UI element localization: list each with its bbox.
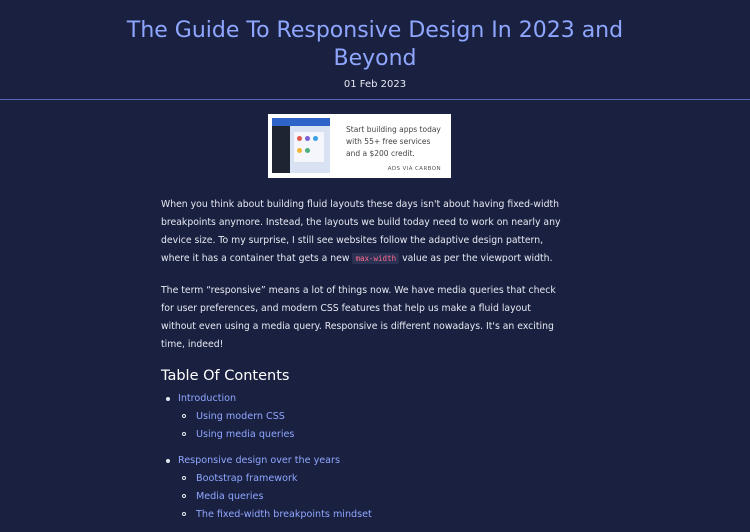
article-title: The Guide To Responsive Design In 2023 and Beyond: [126, 18, 624, 71]
ad-image[interactable]: [272, 118, 330, 173]
toc-link-bootstrap-framework[interactable]: Bootstrap framework: [196, 473, 298, 484]
hollow-bullet-icon: [182, 414, 186, 418]
toc-link-fixed-width-breakpoints-mindset[interactable]: The fixed-width breakpoints mindset: [196, 509, 372, 520]
toc-subitem: [178, 506, 561, 524]
bullet-icon: [166, 397, 170, 401]
hollow-bullet-icon: [182, 476, 186, 480]
header-divider: [0, 99, 750, 100]
toc-subitem: [178, 470, 561, 488]
toc-link-using-modern-css[interactable]: Using modern CSS: [196, 411, 285, 422]
toc-link-responsive-design-over-the-years[interactable]: Responsive design over the years: [178, 455, 340, 466]
article-date: 01 Feb 2023: [343, 79, 407, 90]
toc-list: [161, 390, 561, 524]
paragraph-responsive: The term “responsive” means a lot of things now. We have media queries that check for user preferences, and modern CSS features that help us make a fluid layout without even using a media query. Responsive is different nowadays. It's an exciting time, indeed!: [161, 285, 556, 350]
bullet-icon: [166, 459, 170, 463]
article-body: [161, 196, 561, 532]
ad-via-carbon[interactable]: ADS VIA CARBON: [387, 166, 441, 172]
paragraph-intro-tail: value as per the viewport width.: [399, 253, 553, 264]
hollow-bullet-icon: [182, 432, 186, 436]
toc-subitem: [178, 488, 561, 506]
hollow-bullet-icon: [182, 494, 186, 498]
paragraph-intro-text: When you think about building fluid layouts these days isn't about having fixed-width breakpoints anymore. Instead, the layouts we build today need to work on nearly any device size. To my surprise, I still see websites follow the adaptive design pattern, where it has a container that gets a new: [161, 199, 561, 264]
toc-subitem: [178, 408, 561, 426]
hollow-bullet-icon: [182, 512, 186, 516]
toc-link-introduction[interactable]: Introduction: [178, 393, 237, 404]
ad-copy[interactable]: Start building apps today with 55+ free services and a $200 credit.: [346, 125, 441, 158]
paragraph-intro: [161, 196, 561, 268]
inline-code-max-width: max-width: [352, 253, 399, 264]
toc-item: [161, 452, 561, 524]
toc-heading: Table Of Contents: [161, 368, 290, 384]
toc-subitem: [178, 426, 561, 444]
toc-link-media-queries[interactable]: Media queries: [196, 491, 264, 502]
toc-item: [161, 390, 561, 444]
carbon-ad[interactable]: [268, 114, 451, 178]
article-header: [0, 0, 750, 100]
toc-link-using-media-queries[interactable]: Using media queries: [196, 429, 295, 440]
